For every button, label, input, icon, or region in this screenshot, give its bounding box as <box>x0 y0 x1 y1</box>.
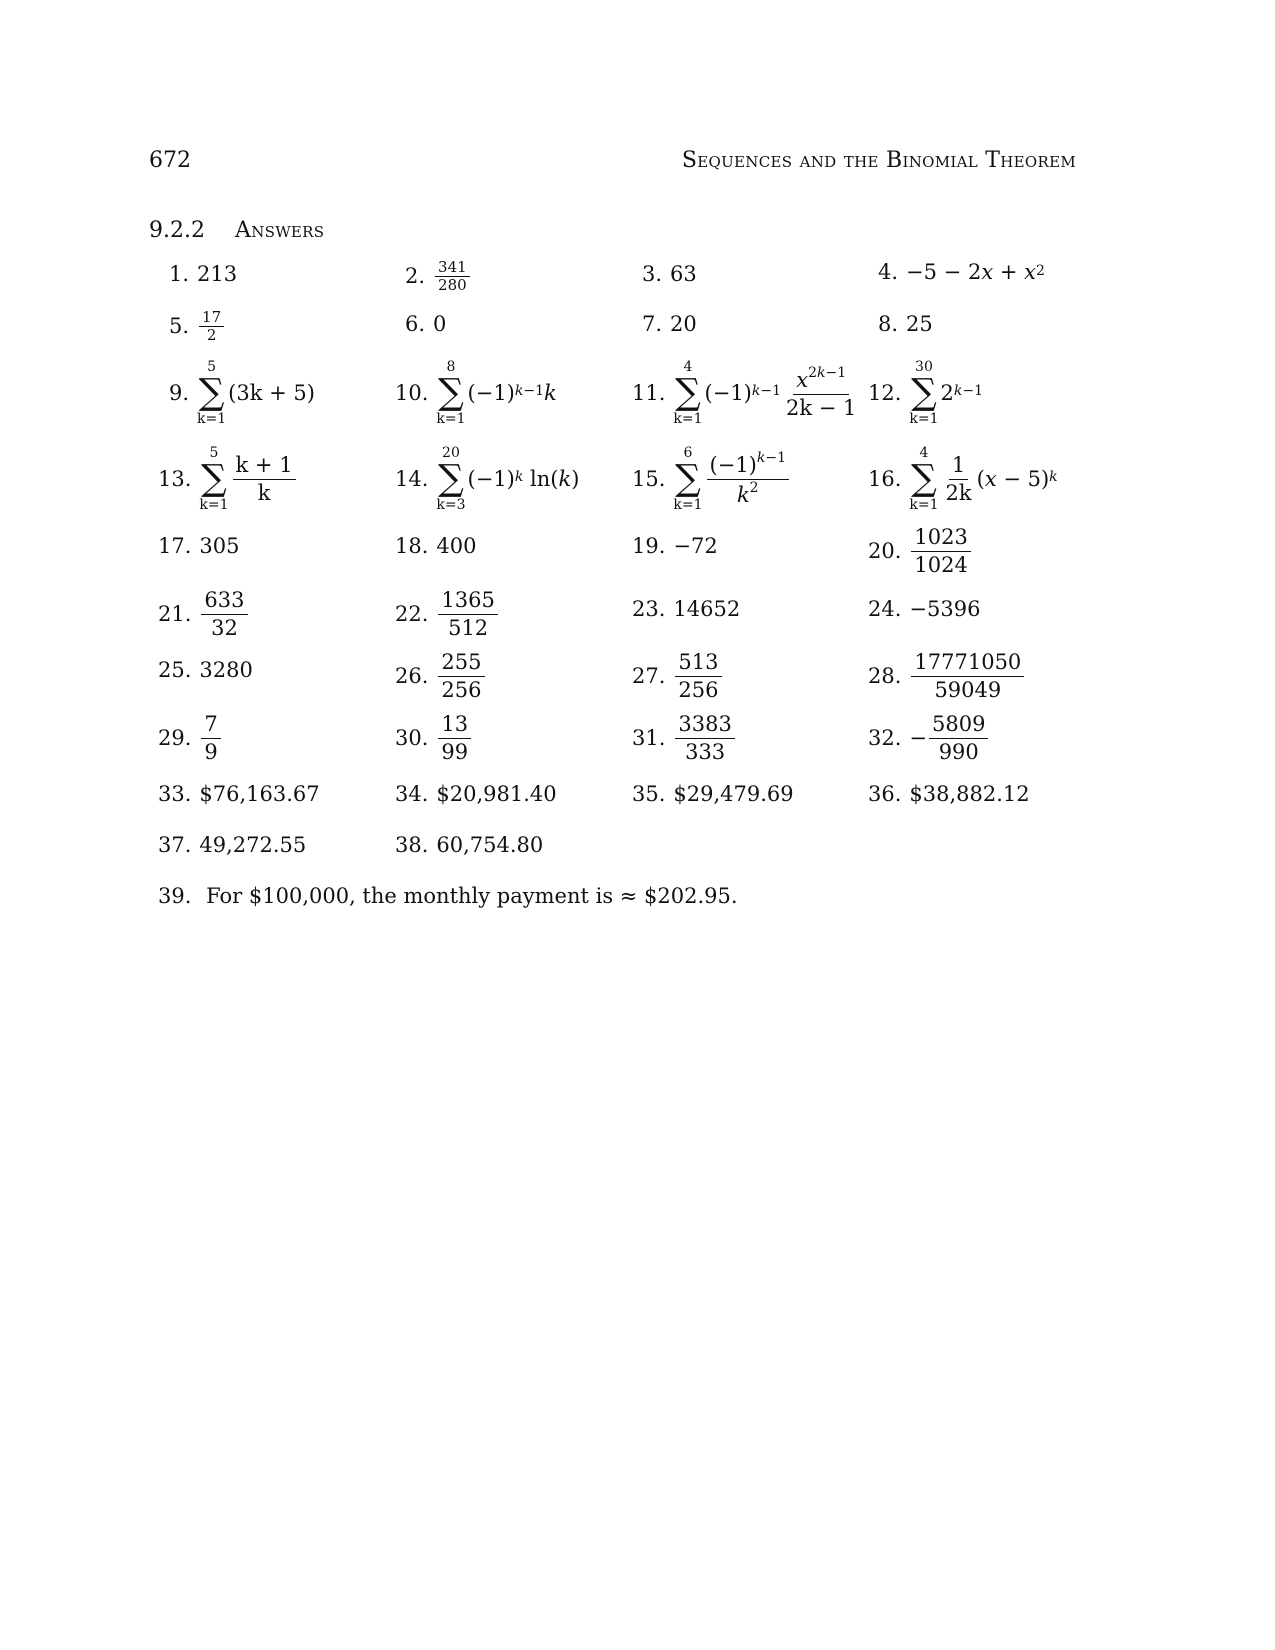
numerator: 13 <box>438 714 471 739</box>
upper-limit: 5 <box>209 445 219 461</box>
upper-limit: 5 <box>207 359 217 375</box>
upper-limit: 4 <box>919 445 929 461</box>
answer-value: 305 <box>199 534 240 558</box>
summation <box>197 360 226 426</box>
sigma-symbol: ∑ <box>911 372 937 413</box>
sigma-symbol: ∑ <box>675 458 701 499</box>
sigma-symbol: ∑ <box>198 372 225 413</box>
answer-5 <box>169 310 226 343</box>
numerator: 633 <box>201 590 247 615</box>
fraction <box>438 590 497 639</box>
fraction <box>675 714 734 763</box>
answer-number: 17. <box>158 534 192 558</box>
answer-29 <box>158 714 223 763</box>
denominator: k <box>257 480 271 505</box>
fraction <box>435 260 470 293</box>
answer-3 <box>642 264 697 285</box>
answer-value: 49,272.55 <box>199 833 307 857</box>
answer-number: 21. <box>158 602 192 626</box>
section-number: 9.2.2 <box>149 218 205 243</box>
summation <box>909 360 938 426</box>
numerator: 1023 <box>911 527 970 552</box>
answer-9 <box>169 360 315 426</box>
lower-limit: k=1 <box>199 497 229 513</box>
fraction <box>438 714 471 763</box>
upper-limit: 20 <box>442 445 460 461</box>
denominator: 1024 <box>914 553 968 577</box>
fraction <box>929 714 988 763</box>
answer-25 <box>158 660 253 681</box>
answer-value: 0 <box>433 312 447 336</box>
answer-32 <box>868 714 990 763</box>
denominator: 2k − 1 <box>786 395 857 420</box>
numerator: 17771050 <box>911 652 1024 677</box>
answer-number: 13. <box>158 466 192 491</box>
denominator: 990 <box>938 740 979 764</box>
summand: (−1) $^{k -1}$ <box>704 380 781 405</box>
answer-8 <box>878 314 933 335</box>
answer-number: 6. <box>405 312 426 336</box>
answer-number: 5. <box>169 314 190 338</box>
answer-value: 14652 <box>673 597 741 621</box>
answer-number: 15. <box>632 466 666 491</box>
answer-number: 28. <box>868 664 902 688</box>
answer-number: 39. <box>158 884 192 908</box>
upper-limit: 6 <box>683 445 693 461</box>
answer-13 <box>158 446 298 512</box>
summation <box>909 446 938 512</box>
minus-sign: − <box>909 726 928 750</box>
lower-limit: k=1 <box>436 411 466 427</box>
denominator: 280 <box>438 276 467 294</box>
section-heading <box>149 218 324 243</box>
answer-number: 31. <box>632 726 666 750</box>
fraction <box>438 652 484 701</box>
answer-number: 32. <box>868 726 902 750</box>
answer-number: 33. <box>158 782 192 806</box>
answer-11 <box>632 360 861 426</box>
page-number: 672 <box>149 148 191 173</box>
answer-number: 12. <box>868 380 902 405</box>
answer-value: $20,981.40 <box>436 782 557 806</box>
sigma-symbol: ∑ <box>438 458 464 499</box>
answer-number: 8. <box>878 312 899 336</box>
answer-number: 25. <box>158 658 192 682</box>
upper-limit: 4 <box>683 359 693 375</box>
summand: (−1) $^{k -1}$ k <box>467 380 557 405</box>
answer-number: 20. <box>868 539 902 563</box>
summand: (−1) $^k$ ln( k ) <box>467 466 580 491</box>
answer-number: 10. <box>395 380 429 405</box>
answer-37 <box>158 835 306 856</box>
summation <box>436 446 465 512</box>
sigma-symbol: ∑ <box>675 372 701 413</box>
numerator: 17 <box>199 310 224 327</box>
answer-number: 3. <box>642 262 663 286</box>
answer-17 <box>158 536 240 557</box>
answer-number: 9. <box>169 380 190 405</box>
answer-value: For $100,000, the monthly payment is ≈ $202.95. <box>206 884 738 908</box>
fraction <box>199 310 224 343</box>
numerator: $x^{2k-1}$ <box>793 368 849 395</box>
answer-value: 400 <box>436 534 477 558</box>
answer-number: 18. <box>395 534 429 558</box>
upper-limit: 8 <box>446 359 456 375</box>
answer-30 <box>395 714 473 763</box>
answer-number: 22. <box>395 602 429 626</box>
answer-35 <box>632 784 794 805</box>
fraction <box>911 652 1024 701</box>
answer-value: $38,882.12 <box>909 782 1030 806</box>
answer-number: 26. <box>395 664 429 688</box>
sigma-symbol: ∑ <box>911 458 937 499</box>
summation <box>673 360 702 426</box>
answer-expression: −5 − 2 x + x $^2$ <box>906 260 1045 284</box>
answer-6 <box>405 314 446 335</box>
answer-number: 35. <box>632 782 666 806</box>
answer-value: 60,754.80 <box>436 833 544 857</box>
answer-39 <box>158 884 738 908</box>
answer-number: 27. <box>632 664 666 688</box>
answer-number: 16. <box>868 466 902 491</box>
answer-number: 19. <box>632 534 666 558</box>
upper-limit: 30 <box>915 359 933 375</box>
lower-limit: k=1 <box>673 497 703 513</box>
lower-limit: k=1 <box>197 411 227 427</box>
summand: (3k + 5) <box>228 380 315 405</box>
answer-12 <box>868 360 983 426</box>
answer-number: 1. <box>169 262 190 286</box>
numerator: 3383 <box>675 714 734 739</box>
answer-number: 2. <box>405 264 426 288</box>
answer-36 <box>868 784 1030 805</box>
answer-22 <box>395 590 500 639</box>
lower-limit: k=3 <box>436 497 466 513</box>
denominator: 256 <box>441 678 482 702</box>
numerator: $(-1)^{k-1}$ <box>707 453 789 480</box>
denominator: 256 <box>678 678 719 702</box>
answer-15 <box>632 446 791 512</box>
answer-26 <box>395 652 487 701</box>
answer-number: 29. <box>158 726 192 750</box>
fraction <box>201 590 247 639</box>
answer-23 <box>632 599 740 620</box>
denominator: 2 <box>206 326 217 344</box>
answer-number: 4. <box>878 260 899 284</box>
fraction <box>943 452 975 505</box>
answer-number: 38. <box>395 833 429 857</box>
answer-number: 14. <box>395 466 429 491</box>
fraction <box>675 652 721 701</box>
fraction <box>911 527 970 576</box>
summand: ( x − 5) $^k$ <box>976 466 1058 491</box>
denominator: $k^2$ <box>736 479 759 507</box>
numerator: k + 1 <box>233 455 296 480</box>
answer-value: 20 <box>670 312 697 336</box>
summand: 2 $^{k -1}$ <box>940 380 984 405</box>
answer-19 <box>632 536 718 557</box>
fraction <box>707 449 789 507</box>
answer-number: 34. <box>395 782 429 806</box>
answer-number: 36. <box>868 782 902 806</box>
answer-number: 7. <box>642 312 663 336</box>
summation <box>436 360 465 426</box>
section-title: Answers <box>235 218 325 243</box>
answer-33 <box>158 784 320 805</box>
numerator: 1 <box>949 455 968 480</box>
answer-20 <box>868 527 973 576</box>
answer-28 <box>868 652 1026 701</box>
answer-24 <box>868 599 980 620</box>
answer-14 <box>395 446 579 512</box>
sigma-symbol: ∑ <box>201 458 227 499</box>
answer-value: $76,163.67 <box>199 782 320 806</box>
denominator: 9 <box>204 740 218 764</box>
answer-34 <box>395 784 557 805</box>
answer-10 <box>395 360 557 426</box>
answer-21 <box>158 590 250 639</box>
lower-limit: k=1 <box>909 497 939 513</box>
answer-value: 213 <box>197 262 238 286</box>
answer-16 <box>868 446 1058 512</box>
answer-number: 30. <box>395 726 429 750</box>
fraction <box>783 364 859 420</box>
fraction <box>201 714 220 763</box>
denominator: 32 <box>211 616 238 640</box>
running-header: Sequences and the Binomial Theorem <box>681 148 1076 173</box>
answer-38 <box>395 835 543 856</box>
denominator: 333 <box>685 740 726 764</box>
summation <box>673 446 702 512</box>
denominator: 59049 <box>934 678 1002 702</box>
lower-limit: k=1 <box>909 411 939 427</box>
denominator: 2k <box>945 480 972 505</box>
answer-value: $29,479.69 <box>673 782 794 806</box>
sigma-symbol: ∑ <box>438 372 464 413</box>
numerator: 7 <box>201 714 220 739</box>
answer-4 <box>878 262 1045 283</box>
answer-27 <box>632 652 724 701</box>
answer-1 <box>169 264 237 285</box>
numerator: 5809 <box>929 714 988 739</box>
numerator: 341 <box>435 260 470 277</box>
summation <box>199 446 228 512</box>
fraction <box>233 452 296 505</box>
answer-value: 25 <box>906 312 933 336</box>
answer-value: 63 <box>670 262 697 286</box>
numerator: 513 <box>675 652 721 677</box>
answer-31 <box>632 714 737 763</box>
answer-7 <box>642 314 697 335</box>
answer-number: 23. <box>632 597 666 621</box>
denominator: 99 <box>441 740 469 764</box>
answer-value: −5396 <box>909 597 981 621</box>
answer-18 <box>395 536 477 557</box>
answer-number: 11. <box>632 380 666 405</box>
numerator: 1365 <box>438 590 497 615</box>
answer-number: 24. <box>868 597 902 621</box>
answer-value: 3280 <box>199 658 253 682</box>
answer-value: −72 <box>673 534 718 558</box>
numerator: 255 <box>438 652 484 677</box>
lower-limit: k=1 <box>673 411 703 427</box>
answer-2 <box>405 260 472 293</box>
answer-number: 37. <box>158 833 192 857</box>
denominator: 512 <box>448 616 489 640</box>
